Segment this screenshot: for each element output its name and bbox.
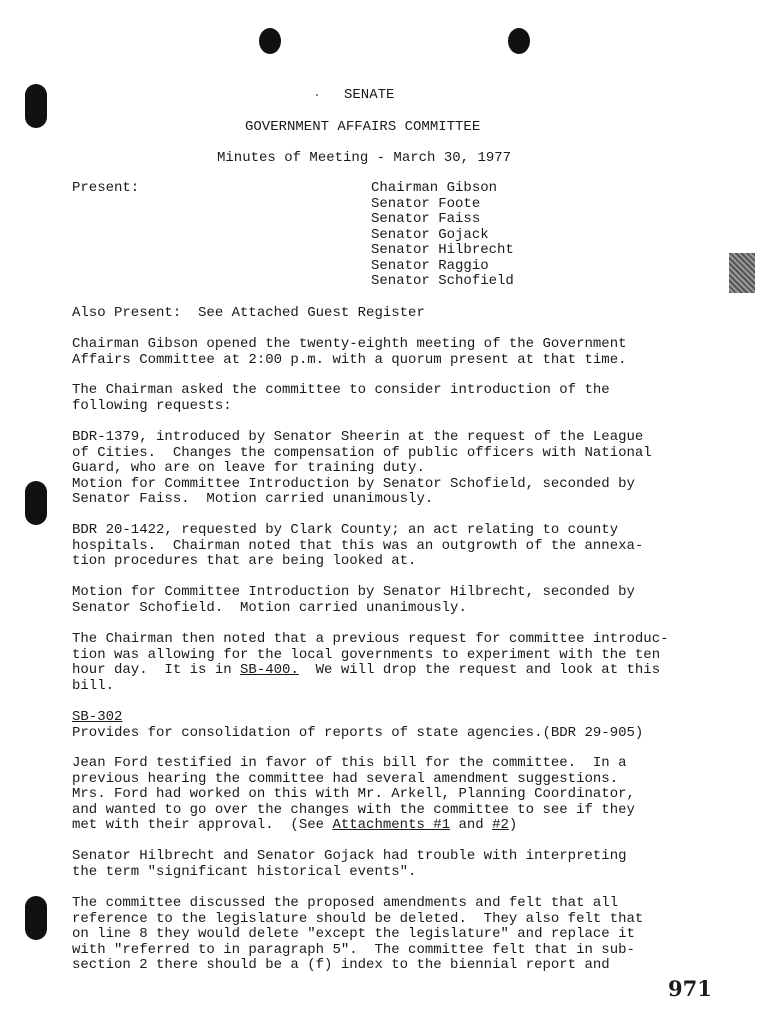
attachment-reference: Attachments #1	[332, 817, 451, 833]
punch-hole	[508, 28, 530, 54]
present-label: Present:	[72, 180, 140, 196]
header-senate: SENATE	[344, 87, 395, 103]
present-member: Senator Schofield	[371, 273, 514, 289]
bill-reference: SB-400.	[240, 662, 299, 678]
bill-description: Provides for consolidation of reports of state agencies.(BDR 29-905)	[72, 724, 644, 741]
paragraph-motion: Motion for Committee Introduction by Senator Hilbrecht, seconded by Senator Schofield. Motion carried unanimously.	[72, 584, 635, 616]
present-member: Senator Foote	[371, 195, 481, 212]
header-meeting-date: Minutes of Meeting - March 30, 1977	[217, 150, 512, 166]
scan-mark	[729, 253, 755, 293]
present-member: Senator Gojack	[371, 226, 489, 243]
punch-hole	[25, 481, 47, 525]
punch-hole	[25, 84, 47, 128]
present-member: Senator Hilbrecht	[371, 242, 514, 258]
also-present: Also Present: See Attached Guest Register	[72, 305, 425, 321]
paragraph-text: )	[508, 817, 518, 833]
present-member: Senator Faiss	[371, 211, 481, 227]
present-member: Chairman Gibson	[371, 180, 498, 196]
header-committee: GOVERNMENT AFFAIRS COMMITTEE	[245, 119, 481, 135]
paragraph-testimony	[72, 756, 635, 834]
paragraph-requests: The Chairman asked the committee to consider introduction of the following requests:	[72, 382, 610, 414]
paragraph-interpretation: Senator Hilbrecht and Senator Gojack had trouble with interpreting the term "significant historical events".	[72, 848, 627, 880]
paragraph-text: We will drop the request and look at this bill.	[72, 662, 661, 694]
punch-hole	[25, 896, 47, 940]
paragraph-amendments: The committee discussed the proposed amendments and felt that all reference to the legislature should be deleted. They also felt that on line 8 they would delete "except the legislature" and replace it with "referred to in paragraph 5". The committee felt that in sub- section 2 there should be a (f) index to the biennial report and	[72, 895, 644, 973]
paragraph-opening: Chairman Gibson opened the twenty-eighth meeting of the Government Affairs Committee at 2:00 p.m. with a quorum present at that time.	[72, 336, 627, 368]
paragraph-ten-hour-day	[72, 632, 669, 694]
present-member: Senator Raggio	[371, 257, 489, 274]
scan-speck	[316, 94, 318, 96]
attachment-reference: #2	[492, 817, 509, 833]
paragraph-text: Jean Ford testified in favor of this bill for the committee. In a previous hearing the committee had several amendment suggestions. Mrs. Ford had worked on this with Mr. Arkell, Planning Coordinator, and wanted to go over the changes with the committee to see if they met with their approval. (See	[72, 755, 635, 833]
paragraph-text: The Chairman then noted that a previous request for committee introduc- tion was allowing for the local governments to experiment with the ten hour day. It is in	[72, 631, 669, 678]
punch-hole	[259, 28, 281, 54]
bill-heading: SB-302	[72, 709, 123, 725]
paragraph-bdr-1379: BDR-1379, introduced by Senator Sheerin at the request of the League of Cities. Changes the compensation of public officers with National Guard, who are on leave for training duty. Motion for Committee Introduction by Senator Schofield, seconded by Senator Faiss. Motion carried unanimously.	[72, 429, 652, 507]
paragraph-bdr-20-1422: BDR 20-1422, requested by Clark County; an act relating to county hospitals. Chairman noted that this was an outgrowth of the annexa- tion procedures that are being looked at.	[72, 522, 644, 569]
paragraph-text: and	[450, 817, 493, 833]
page-number: 971	[668, 976, 712, 1001]
